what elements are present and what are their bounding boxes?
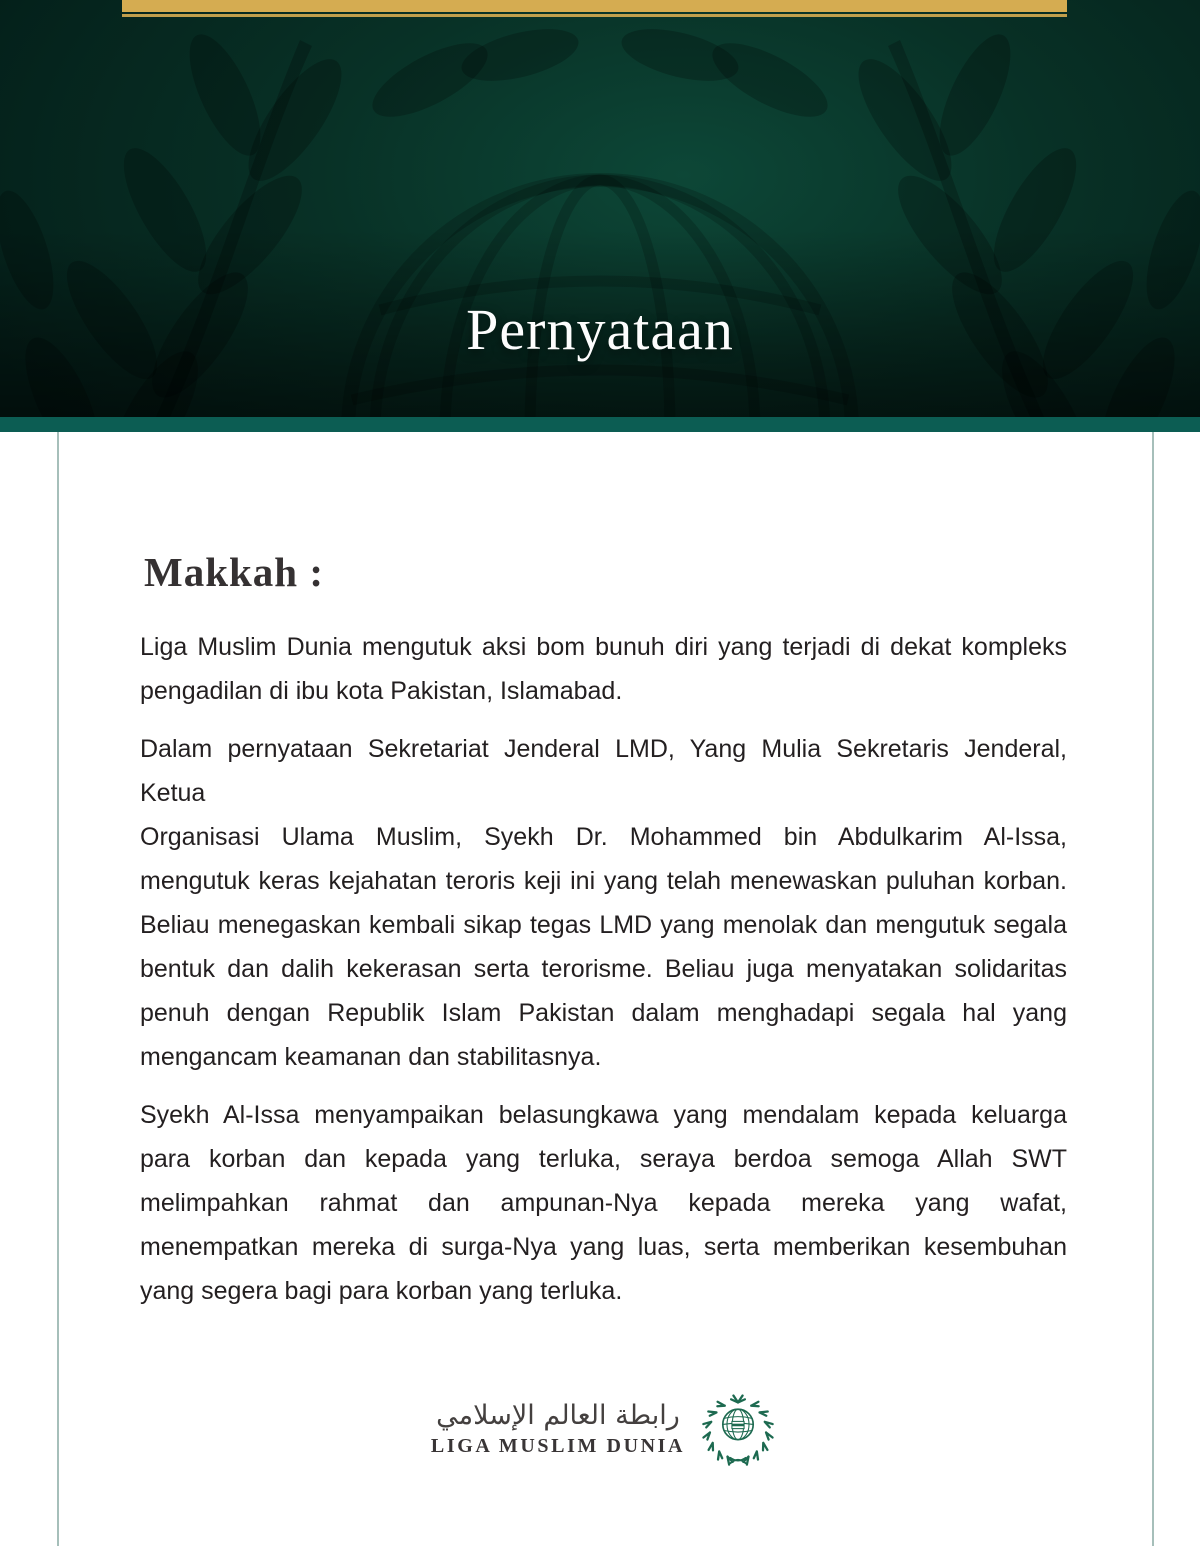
paragraph-line: Beliau menegaskan kembali sikap tegas LMD yang menolak dan mengutuk segala <box>140 911 1067 940</box>
mwl-wreath-globe-emblem-icon <box>700 1389 776 1469</box>
paragraph-line: penuh dengan Republik Islam Pakistan dalam menghadapi segala hal yang <box>140 999 1067 1028</box>
banner-title: Pernyataan <box>466 297 734 362</box>
location-heading: Makkah : <box>144 549 325 595</box>
paragraph-line: mengutuk keras kejahatan teroris keji ini yang telah menewaskan puluhan korban. <box>140 867 1067 896</box>
paragraph-line: bentuk dan dalih kekerasan serta terorisme. Beliau juga menyatakan solidaritas <box>140 955 1067 984</box>
paragraph-1 <box>140 625 1067 713</box>
gold-accent-underline <box>122 14 1067 17</box>
paragraph-line: Syekh Al-Issa menyampaikan belasungkawa yang mendalam kepada keluarga <box>140 1101 1067 1130</box>
logo-arabic-calligraphy: رابطة العالم الإسلامي <box>436 1399 680 1431</box>
paragraph-line: para korban dan kepada yang terluka, seraya berdoa semoga Allah SWT <box>140 1145 1067 1174</box>
paragraph-line: melimpahkan rahmat dan ampunan-Nya kepada mereka yang wafat, <box>140 1189 1067 1218</box>
wreath-stems <box>731 1458 746 1463</box>
paragraph-line: Liga Muslim Dunia mengutuk aksi bom bunuh diri yang terjadi di dekat kompleks <box>140 633 1067 662</box>
teal-divider-band <box>0 417 1200 432</box>
logo-organization-name: LIGA MUSLIM DUNIA <box>430 1435 686 1458</box>
paragraph-2 <box>140 727 1067 1079</box>
paragraph-3 <box>140 1093 1067 1313</box>
paragraph-line: yang segera bagi para korban yang terluka. <box>140 1277 623 1306</box>
paragraph-line: menempatkan mereka di surga-Nya yang luas, serta memberikan kesembuhan <box>140 1233 1067 1262</box>
laurel-wreath-icon <box>703 1396 774 1466</box>
paragraph-line: Dalam pernyataan Sekretariat Jenderal LMD, Yang Mulia Sekretaris Jenderal, Ketua <box>140 735 1067 808</box>
logo-text-column <box>431 1400 685 1458</box>
organization-logo <box>140 1389 1067 1469</box>
kaaba-mark <box>732 1421 744 1428</box>
paragraph-line: pengadilan di ibu kota Pakistan, Islamabad. <box>140 677 623 706</box>
paragraph-line: mengancam keamanan dan stabilitasnya. <box>140 1043 602 1072</box>
hero-header <box>0 0 1200 417</box>
paragraph-line: Organisasi Ulama Muslim, Syekh Dr. Mohammed bin Abdulkarim Al-Issa, <box>140 823 1067 852</box>
gold-accent-bar <box>122 0 1067 12</box>
statement-body <box>0 432 1200 1546</box>
